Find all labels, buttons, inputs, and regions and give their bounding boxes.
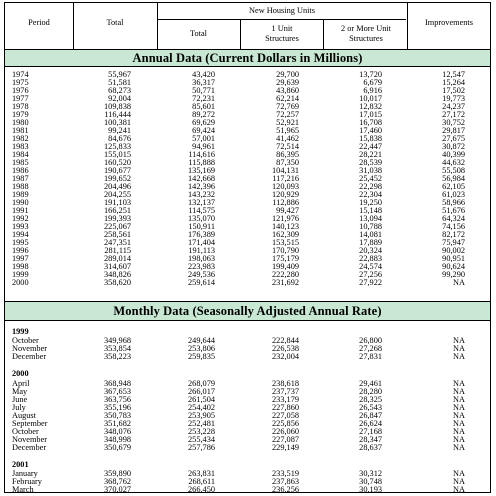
table-cell: 348,826 [104,270,131,279]
table-cell: 92,004 [108,94,131,103]
table-cell: 237,863 [272,477,299,486]
table-cell: NA [453,411,465,420]
table-cell: 142,396 [188,182,215,191]
monthly-2000-one-unit [257,380,299,452]
year-cell: 1998 [12,262,29,271]
table-cell: 191,103 [104,198,131,207]
divider [323,19,324,49]
table-cell: 348,998 [104,435,131,444]
table-cell: 40,399 [442,150,465,159]
table-cell: NA [453,477,465,486]
table-cell: 222,844 [272,336,299,345]
table-cell: 226,060 [272,427,299,436]
header-one-unit: 1 Unit Structures [265,24,299,43]
table-cell: 19,250 [359,198,382,207]
table-cell: 259,614 [188,278,215,287]
table-cell: 27,675 [442,134,465,143]
month-label: July [12,403,26,412]
monthly-2001-nh-total [173,470,215,494]
table-cell: 350,679 [104,443,131,452]
table-cell: 253,806 [188,344,215,353]
table-cell: 314,607 [104,262,131,271]
divider [240,19,241,49]
table-cell: 349,968 [104,336,131,345]
table-cell: 68,273 [108,86,131,95]
table-cell: 370,027 [104,485,131,494]
table-cell: 259,835 [188,352,215,361]
table-cell: 26,624 [359,419,382,428]
table-cell: 27,831 [359,352,382,361]
table-cell: 199,652 [104,174,131,183]
year-cell: 1979 [12,110,29,119]
table-cell: 22,298 [359,182,382,191]
table-cell: 363,756 [104,395,131,404]
monthly-2001-improvements [423,470,465,494]
table-cell: 25,452 [359,174,382,183]
table-cell: NA [453,387,465,396]
table-cell: 56,984 [442,174,465,183]
table-cell: 29,700 [276,70,299,79]
table-cell: 353,854 [104,344,131,353]
table-cell: 19,773 [442,94,465,103]
table-cell: 175,179 [272,254,299,263]
year-cell: 1999 [12,270,29,279]
monthly-2000-improvements [423,380,465,452]
table-cell: NA [453,419,465,428]
table-cell: 27,168 [359,427,382,436]
month-label: September [12,419,48,428]
table-cell: 30,748 [359,477,382,486]
table-cell: 24,574 [359,262,382,271]
table-cell: 29,461 [359,379,382,388]
table-cell: 15,838 [359,134,382,143]
table-cell: 263,831 [188,469,215,478]
table-cell: 72,769 [276,102,299,111]
months-1999 [12,337,47,361]
table-cell: 238,618 [272,379,299,388]
months-2000 [12,380,47,452]
annual-two-or-more-column [340,71,382,287]
table-cell: 28,280 [359,387,382,396]
year-cell: 1974 [12,70,29,79]
table-cell: 233,519 [272,469,299,478]
month-label: December [12,443,47,452]
table-cell: 281,115 [104,246,131,255]
year-cell: 1987 [12,174,29,183]
table-cell: 74,156 [442,222,465,231]
table-cell: 255,434 [188,435,215,444]
month-label: November [12,435,48,444]
header-nh-total: Total [190,29,207,38]
year-cell: 1975 [12,78,29,87]
table-cell: 20,324 [359,246,382,255]
table-cell: 153,515 [272,238,299,247]
table-cell: 162,309 [272,230,299,239]
table-cell: 150,911 [188,222,215,231]
year-cell: 1984 [12,150,29,159]
table-cell: 226,538 [272,344,299,353]
table-cell: 16,708 [359,118,382,127]
table-cell: 43,860 [276,86,299,95]
table-cell: 223,983 [188,262,215,271]
table-cell: 44,632 [442,158,465,167]
table-cell: 99,427 [276,206,299,215]
table-cell: 51,676 [442,206,465,215]
monthly-2000-total [89,380,131,452]
table-cell: 51,965 [276,126,299,135]
table-cell: 14,081 [359,230,382,239]
annual-section-title: Annual Data (Current Dollars in Millions) [5,49,490,67]
table-cell: 69,629 [192,118,215,127]
table-cell: 261,504 [188,395,215,404]
annual-nh-total-column [173,71,215,287]
year-cell: 1997 [12,254,29,263]
table-cell: 26,543 [359,403,382,412]
table-cell: 12,547 [442,70,465,79]
table-cell: 247,351 [104,238,131,247]
table-cell: 249,644 [188,336,215,345]
month-label: December [12,352,47,361]
table-cell: 204,496 [104,182,131,191]
table-cell: 6,916 [363,86,382,95]
table-cell: 29,639 [276,78,299,87]
table-cell: 89,272 [192,110,215,119]
table-cell: 36,317 [192,78,215,87]
table-cell: 69,424 [192,126,215,135]
table-cell: 114,616 [188,150,215,159]
divider [157,19,406,20]
year-cell: 1978 [12,102,29,111]
year-cell: 1992 [12,214,29,223]
month-label: November [12,344,48,353]
table-cell: 50,771 [192,86,215,95]
table-cell: 116,444 [104,110,131,119]
table-cell: 85,601 [192,102,215,111]
table-cell: 10,788 [359,222,382,231]
table-cell: 199,393 [104,214,131,223]
table-cell: 22,447 [359,142,382,151]
data-table [4,2,491,493]
table-cell: 62,214 [276,94,299,103]
table-cell: 236,256 [272,485,299,494]
table-cell: 64,324 [442,214,465,223]
table-cell: 22,304 [359,190,382,199]
year-cell: 1985 [12,158,29,167]
year-heading-2001: 2001 [12,460,29,469]
table-cell: 237,737 [272,387,299,396]
table-cell: 190,677 [104,166,131,175]
table-cell: 94,961 [192,142,215,151]
table-cell: 87,350 [276,158,299,167]
year-cell: 1993 [12,222,29,231]
table-cell: 254,402 [188,403,215,412]
table-cell: 26,800 [359,336,382,345]
table-cell: NA [453,443,465,452]
table-cell: 253,905 [188,411,215,420]
table-cell: 6,679 [363,78,382,87]
table-cell: 132,137 [188,198,215,207]
header-improvements: Improvements [425,18,473,27]
table-cell: 28,637 [359,443,382,452]
header-new-housing-units: New Housing Units [249,6,315,15]
table-cell: 358,223 [104,352,131,361]
year-cell: 1982 [12,134,29,143]
table-cell: 266,450 [188,485,215,494]
year-cell: 1991 [12,206,29,215]
year-cell: 1977 [12,94,29,103]
table-cell: 367,653 [104,387,131,396]
monthly-1999-nh-total [173,337,215,361]
table-cell: 30,193 [359,485,382,494]
year-cell: 1995 [12,238,29,247]
year-heading-2000: 2000 [12,369,29,378]
table-cell: 289,014 [104,254,131,263]
table-cell: 266,017 [188,387,215,396]
table-cell: 28,539 [359,158,382,167]
table-cell: 227,087 [272,435,299,444]
table-cell: NA [453,469,465,478]
table-cell: NA [453,336,465,345]
table-cell: 249,536 [188,270,215,279]
table-cell: 222,280 [272,270,299,279]
table-cell: 86,395 [276,150,299,159]
table-cell: 61,023 [442,190,465,199]
table-cell: 348,076 [104,427,131,436]
year-cell: 1990 [12,198,29,207]
table-cell: 84,676 [108,134,131,143]
table-cell: 72,231 [192,94,215,103]
table-cell: 143,232 [188,190,215,199]
table-cell: 114,575 [188,206,215,215]
table-cell: 29,817 [442,126,465,135]
table-cell: NA [453,344,465,353]
annual-total-column [89,71,131,287]
table-cell: 227,058 [272,411,299,420]
table-cell: 170,790 [272,246,299,255]
monthly-section-title: Monthly Data (Seasonally Adjusted Annual Rate) [5,301,490,321]
year-cell: 1976 [12,86,29,95]
table-cell: 125,833 [104,142,131,151]
table-cell: 199,409 [272,262,299,271]
year-cell: 2000 [12,278,29,287]
table-cell: 17,502 [442,86,465,95]
table-cell: 27,256 [359,270,382,279]
table-cell: NA [453,379,465,388]
table-cell: 368,762 [104,477,131,486]
month-label: August [12,411,36,420]
table-cell: 41,462 [276,134,299,143]
table-cell: 368,948 [104,379,131,388]
table-cell: 258,561 [104,230,131,239]
table-cell: 229,149 [272,443,299,452]
table-cell: 27,268 [359,344,382,353]
table-cell: 72,514 [276,142,299,151]
table-cell: 225,856 [272,419,299,428]
monthly-1999-two-or-more [340,337,382,361]
table-cell: 55,967 [108,70,131,79]
year-cell: 1994 [12,230,29,239]
monthly-1999-improvements [423,337,465,361]
table-cell: 350,783 [104,411,131,420]
table-cell: 135,070 [188,214,215,223]
table-cell: 100,381 [104,118,131,127]
table-cell: NA [453,278,465,287]
month-label: January [12,469,38,478]
table-cell: 24,237 [442,102,465,111]
table-cell: 115,888 [188,158,215,167]
table-cell: 27,922 [359,278,382,287]
table-cell: 22,883 [359,254,382,263]
table-cell: 13,094 [359,214,382,223]
month-label: October [12,336,39,345]
year-cell: 1983 [12,142,29,151]
table-cell: 268,611 [188,477,215,486]
table-cell: 176,389 [188,230,215,239]
table-cell: 117,216 [272,174,299,183]
header-total: Total [106,18,124,27]
table-cell: 15,264 [442,78,465,87]
table-cell: 43,420 [192,70,215,79]
annual-years-column [12,71,52,287]
year-cell: 1989 [12,190,29,199]
year-cell: 1996 [12,246,29,255]
table-cell: 28,347 [359,435,382,444]
table-cell: 120,929 [272,190,299,199]
annual-improvements-column [423,71,465,287]
table-cell: 268,079 [188,379,215,388]
header-two-or-more: 2 or More Unit Structures [340,24,391,43]
monthly-1999-total [89,337,131,361]
table-cell: 198,063 [188,254,215,263]
table-cell: 31,038 [359,166,382,175]
table-cell: 120,093 [272,182,299,191]
header-period: Period [28,18,50,27]
table-cell: 99,290 [442,270,465,279]
table-cell: NA [453,485,465,494]
year-cell: 1986 [12,166,29,175]
table-cell: 204,255 [104,190,131,199]
table-cell: 112,886 [272,198,299,207]
table-cell: 121,976 [272,214,299,223]
year-cell: 1988 [12,182,29,191]
table-cell: 28,221 [359,150,382,159]
table-cell: 252,481 [188,419,215,428]
month-label: March [12,485,34,494]
table-cell: 82,172 [442,230,465,239]
table-cell: 28,325 [359,395,382,404]
table-cell: 225,067 [104,222,131,231]
table-cell: 52,921 [276,118,299,127]
table-cell: 57,001 [192,134,215,143]
monthly-1999-one-unit [257,337,299,361]
table-cell: 27,172 [442,110,465,119]
table-cell: 30,752 [442,118,465,127]
monthly-2000-two-or-more [340,380,382,452]
month-label: February [12,477,42,486]
table-cell: 58,966 [442,198,465,207]
month-label: October [12,427,39,436]
table-cell: 62,105 [442,182,465,191]
table-cell: 55,508 [442,166,465,175]
table-cell: 12,832 [359,102,382,111]
table-cell: 17,889 [359,238,382,247]
month-label: June [12,395,28,404]
table-cell: 104,131 [272,166,299,175]
table-cell: 231,692 [272,278,299,287]
table-cell: 233,179 [272,395,299,404]
table-cell: 90,002 [442,246,465,255]
table-cell: 351,682 [104,419,131,428]
table-cell: 75,947 [442,238,465,247]
table-cell: 17,460 [359,126,382,135]
table-cell: 166,251 [104,206,131,215]
table-cell: 26,847 [359,411,382,420]
table-cell: 99,241 [108,126,131,135]
year-heading-1999: 1999 [12,327,29,336]
month-label: May [12,387,28,396]
year-cell: 1981 [12,126,29,135]
table-cell: 135,169 [188,166,215,175]
table-cell: 142,668 [188,174,215,183]
table-cell: 17,015 [359,110,382,119]
table-cell: NA [453,427,465,436]
table-cell: NA [453,352,465,361]
year-cell: 1980 [12,118,29,127]
table-cell: 257,786 [188,443,215,452]
table-cell: 160,520 [104,158,131,167]
table-cell: 13,720 [359,70,382,79]
table-cell: 30,872 [442,142,465,151]
annual-one-unit-column [257,71,299,287]
monthly-2001-total [89,470,131,494]
table-cell: 358,620 [104,278,131,287]
table-cell: 359,890 [104,469,131,478]
table-cell: 232,004 [272,352,299,361]
table-cell: 51,581 [108,78,131,87]
table-cell: 109,838 [104,102,131,111]
month-label: April [12,379,30,388]
table-cell: 171,404 [188,238,215,247]
table-cell: 15,148 [359,206,382,215]
table-cell: 253,228 [188,427,215,436]
table-cell: NA [453,403,465,412]
table-cell: NA [453,435,465,444]
table-cell: 10,017 [359,94,382,103]
table-cell: 355,196 [104,403,131,412]
table-cell: 72,257 [276,110,299,119]
table-cell: NA [453,395,465,404]
monthly-2000-nh-total [173,380,215,452]
table-cell: 227,860 [272,403,299,412]
table-cell: 30,312 [359,469,382,478]
monthly-2001-one-unit [257,470,299,494]
table-cell: 140,123 [272,222,299,231]
monthly-2001-two-or-more [340,470,382,494]
table-cell: 90,951 [442,254,465,263]
table-cell: 191,113 [188,246,215,255]
months-2001 [12,470,42,494]
table-cell: 155,015 [104,150,131,159]
table-cell: 90,624 [442,262,465,271]
